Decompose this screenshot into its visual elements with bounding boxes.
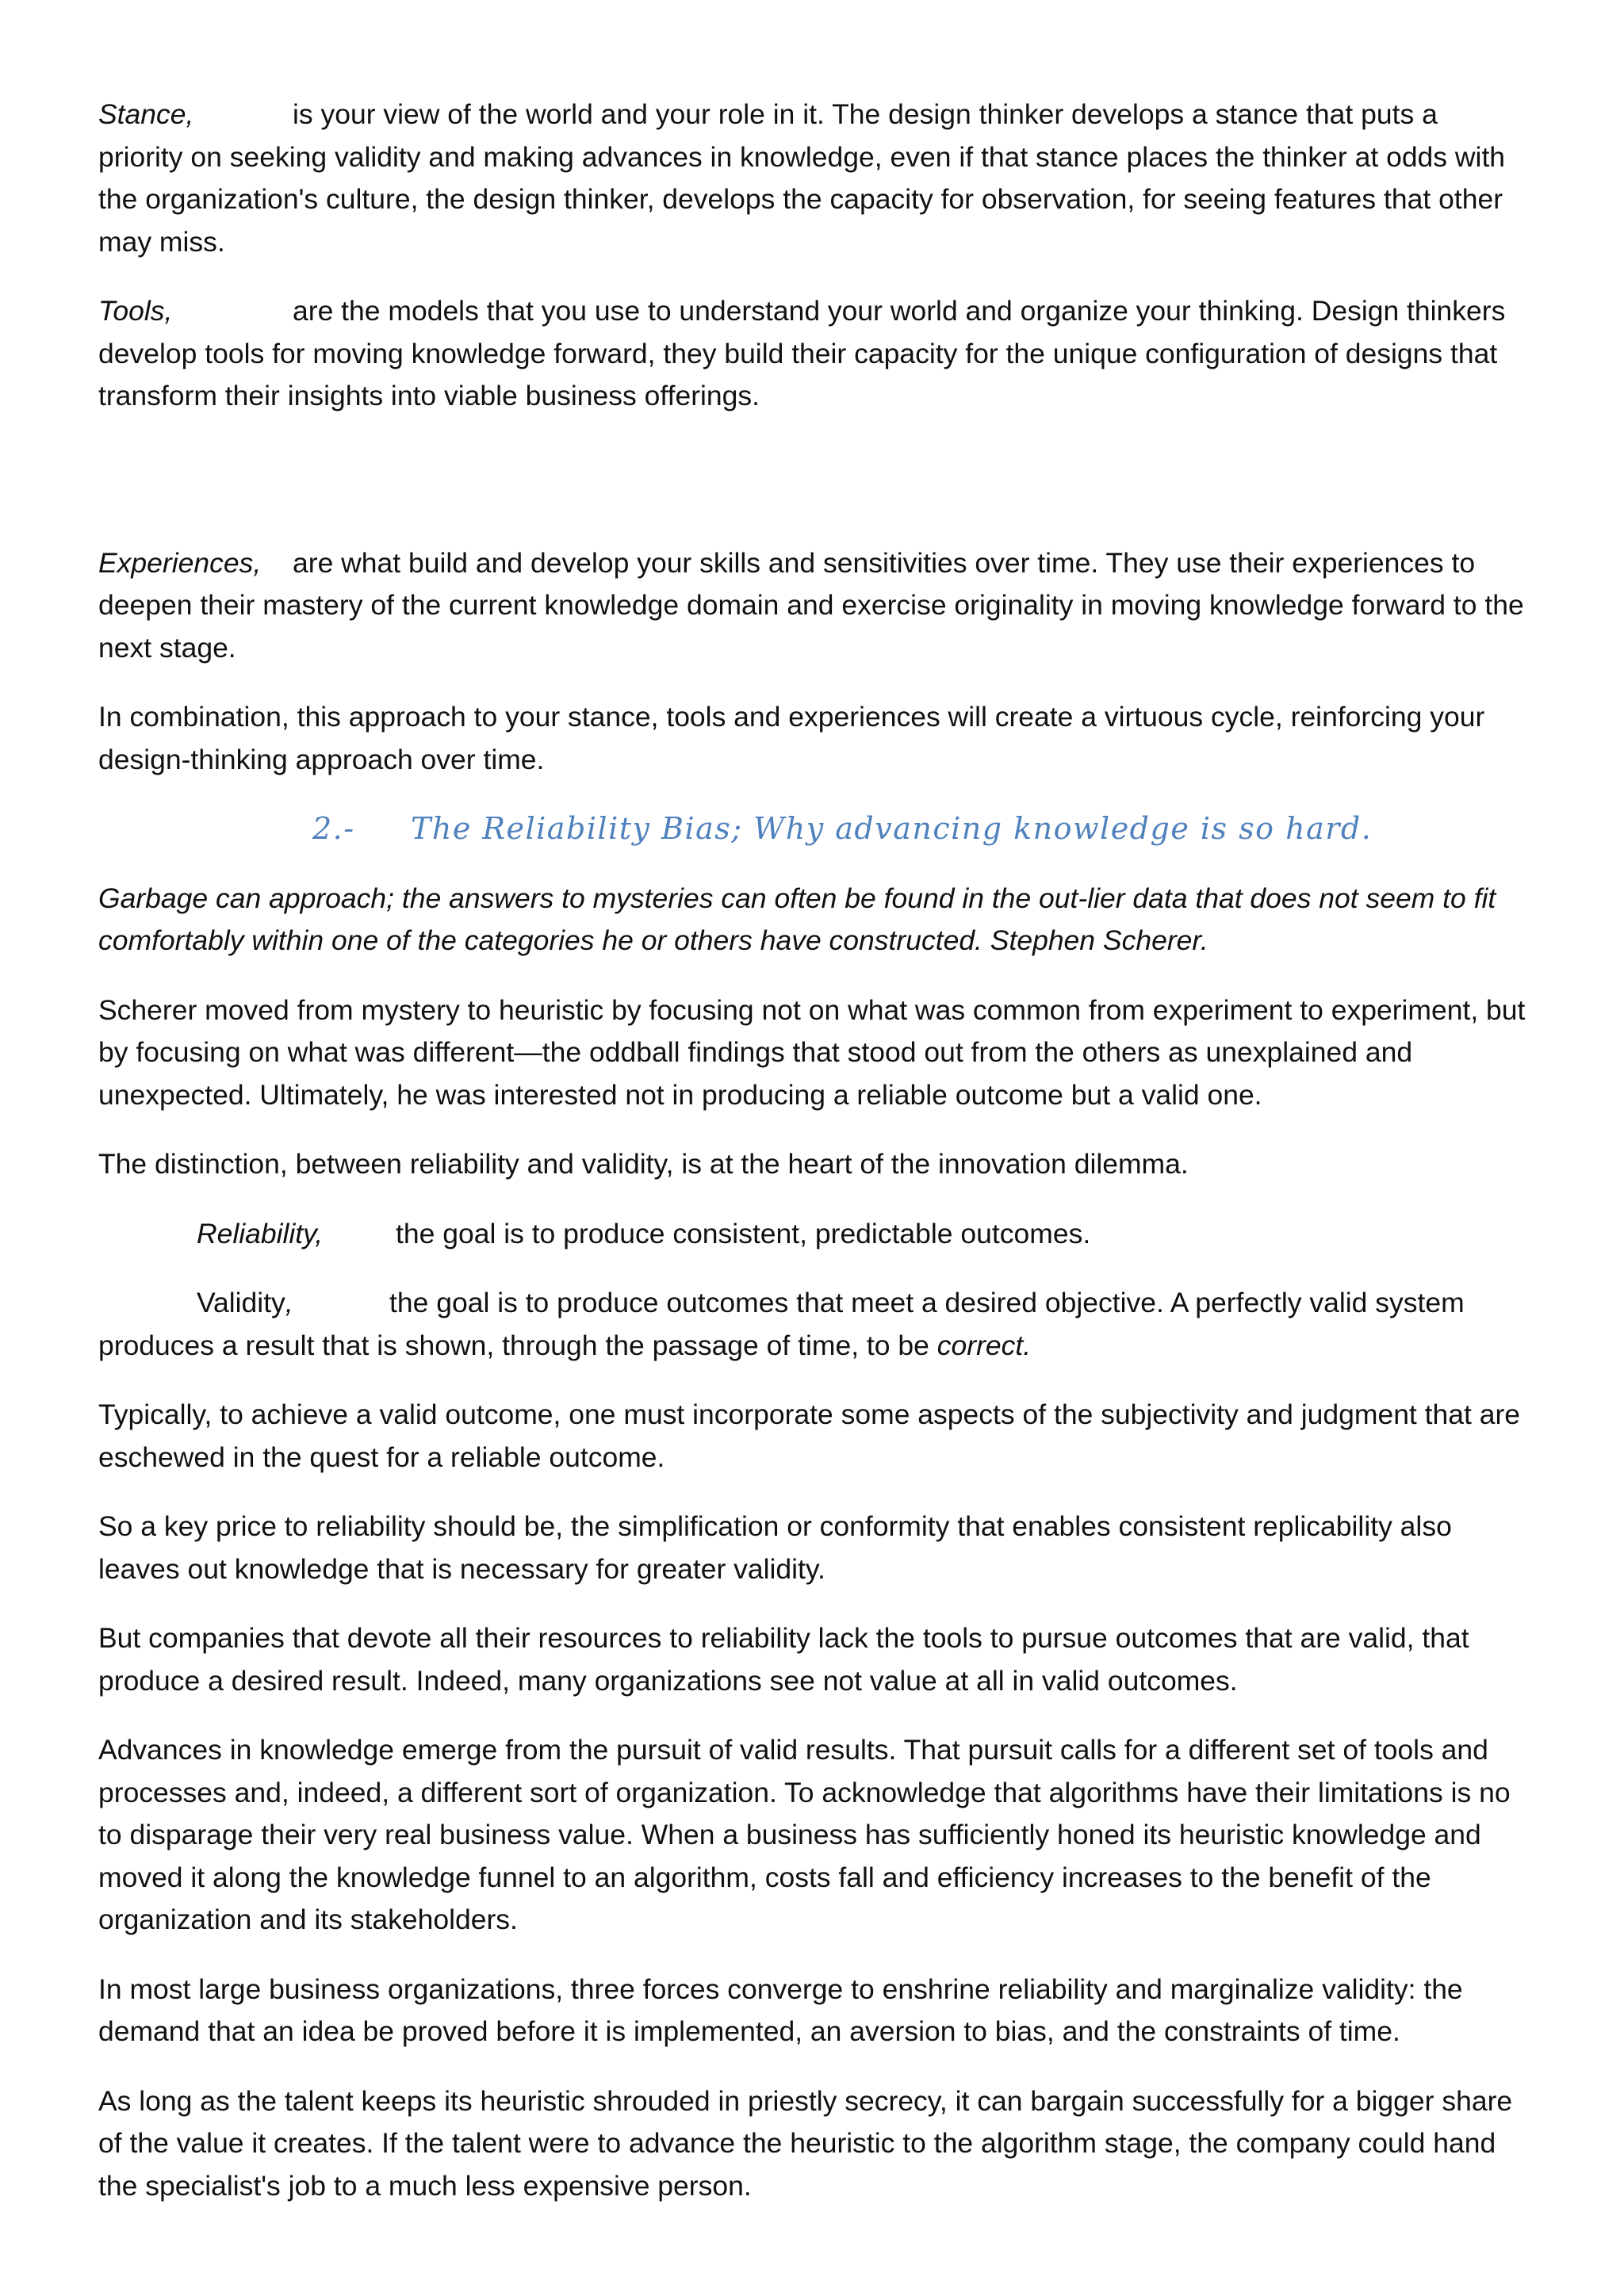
spacer	[98, 445, 1526, 542]
validity-term-wrap	[197, 1282, 389, 1325]
experiences-definition	[98, 542, 1526, 670]
experiences-term: Experiences,	[98, 546, 262, 579]
tools-definition	[98, 290, 1526, 418]
experiences-text: are what build and develop your skills and sensitivities over time. They use their experiences to deepen their mastery of the current knowledge domain and exercise originality in moving knowledge forward to the next stage.	[98, 546, 1524, 664]
validity-text: the goal is to produce outcomes that meet a desired objective. A perfectly valid system produces a result that is shown, through the passage of time, to be	[98, 1287, 1465, 1361]
stance-term: Stance,	[98, 98, 194, 130]
reliability-term: Reliability,	[197, 1217, 324, 1249]
validity-comma: ,	[285, 1287, 293, 1318]
tools-term: Tools,	[98, 295, 173, 327]
section-number: 2.-	[312, 811, 355, 846]
validity-definition	[98, 1282, 1526, 1367]
stance-text: is your view of the world and your role in it. The design thinker develops a stance that puts a priority on seeking validity and making advances in knowledge, even if that stance places the thinker at odds with the organization's culture, the design thinker, develops the capacity for observation, for seeing features that other may miss.	[98, 98, 1506, 258]
section-heading	[312, 808, 1526, 851]
talent-paragraph: As long as the talent keeps its heuristic shrouded in priestly secrecy, it can bargain successfully for a bigger share of the value it creates. If the talent were to advance the heuristic to the algorithm stage, the company could hand the specialist's job to a much less expensive person.	[98, 2084, 1513, 2202]
forces-paragraph: In most large business organizations, three forces converge to enshrine reliability and marginalize validity: the demand that an idea be proved before it is implemented, an aversion to bias, and the constraints of time.	[98, 1973, 1463, 2047]
page-content	[98, 94, 1526, 2234]
companies-paragraph: But companies that devote all their resources to reliability lack the tools to pursue outcomes that are valid, that produce a desired result. Indeed, many organizations see not value at all in valid outcomes.	[98, 1622, 1469, 1697]
stance-definition	[98, 94, 1526, 263]
garbage-can-quote: Garbage can approach; the answers to mysteries can often be found in the out-lier data that does not seem to fit comfortably within one of the categories he or others have constructed. Stephen Scherer.	[98, 882, 1496, 956]
reliability-text: the goal is to produce consistent, predictable outcomes.	[396, 1217, 1091, 1249]
reliability-definition	[98, 1213, 1526, 1256]
distinction-paragraph: The distinction, between reliability and validity, is at the heart of the innovation dilemma.	[98, 1148, 1189, 1180]
tools-text: are the models that you use to understand your world and organize your thinking. Design thinkers develop tools for moving knowledge forward, they build their capacity for the unique configuration of designs that transform their insights into viable business offerings.	[98, 295, 1506, 411]
scherer-paragraph: Scherer moved from mystery to heuristic by focusing not on what was common from experiment to experiment, but by focusing on what was different—the oddball findings that stood out from the others as unexplained and unexpected. Ultimately, he was interested not in producing a reliable outcome but a valid one.	[98, 993, 1526, 1111]
combination-paragraph: In combination, this approach to your stance, tools and experiences will create a virtuous cycle, reinforcing your design-thinking approach over time.	[98, 701, 1485, 775]
validity-term: Validity	[197, 1287, 285, 1318]
section-title: The Reliability Bias; Why advancing knowledge is so hard.	[411, 811, 1373, 846]
validity-correct: correct.	[936, 1329, 1032, 1361]
key-price-paragraph: So a key price to reliability should be, the simplification or conformity that enables consistent replicability also leaves out knowledge that is necessary for greater validity.	[98, 1510, 1452, 1585]
advances-paragraph: Advances in knowledge emerge from the pursuit of valid results. That pursuit calls for a different set of tools and processes and, indeed, a different sort of organization. To acknowledge that algorithms have their limitations is no to disparage their very real business value. When a business has sufficiently honed its heuristic knowledge and moved it along the knowledge funnel to an algorithm, costs fall and efficiency increases to the benefit of the organization and its stakeholders.	[98, 1734, 1511, 1935]
valid-outcome-paragraph: Typically, to achieve a valid outcome, one must incorporate some aspects of the subjectivity and judgment that are eschewed in the quest for a reliable outcome.	[98, 1399, 1521, 1473]
